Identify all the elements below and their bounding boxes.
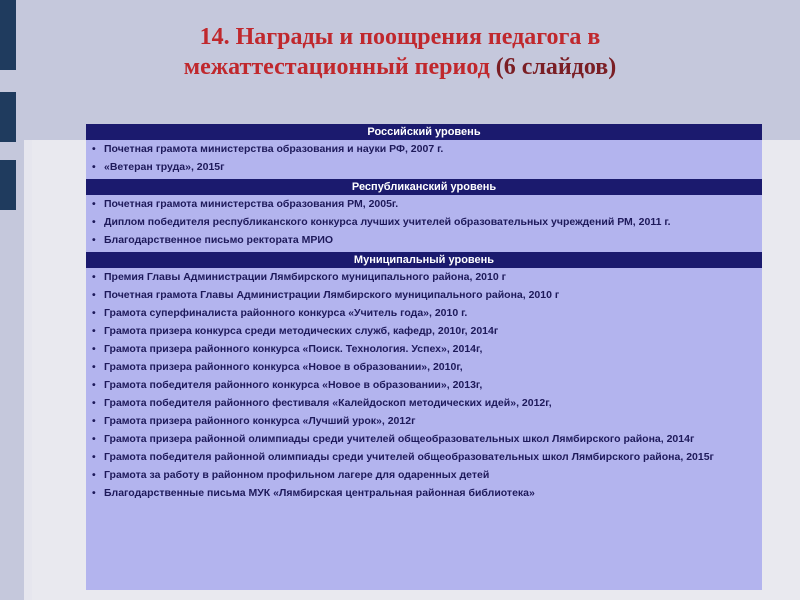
- list-item-text: Почетная грамота министерства образования и науки РФ, 2007 г.: [104, 143, 444, 155]
- section-body-municipal: [86, 268, 762, 505]
- awards-table: [86, 124, 762, 590]
- list-item-text: Диплом победителя республиканского конкурса лучших учителей образовательных учреждений РМ, 2011 г.: [104, 216, 671, 228]
- list-item-text: Благодарственное письмо ректората МРИО: [104, 234, 334, 246]
- bullet-icon: •: [92, 289, 96, 301]
- list-item: [92, 360, 756, 374]
- list-item-text: Почетная грамота Главы Администрации Лямбирского муниципального района, 2010 г: [104, 289, 560, 301]
- bullet-icon: •: [92, 361, 96, 373]
- list-item: [92, 306, 756, 320]
- list-item: [92, 486, 756, 500]
- list-item-text: Грамота победителя районной олимпиады среди учителей общеобразовательных школ Лямбирского района, 2015г: [104, 451, 714, 463]
- list-item: [92, 142, 756, 156]
- list-item: [92, 414, 756, 428]
- section-header-russian: Российский уровень: [86, 124, 762, 140]
- bullet-icon: •: [92, 487, 96, 499]
- list-item-text: Грамота за работу в районном профильном лагере для одаренных детей: [104, 469, 490, 481]
- list-item: [92, 324, 756, 338]
- list-item-text: Премия Главы Администрации Лямбирского муниципального района, 2010 г: [104, 271, 506, 283]
- title-line-1: 14. Награды и поощрения педагога в: [199, 24, 601, 50]
- list-item-text: Грамота призера районной олимпиады среди учителей общеобразовательных школ Лямбирского района, 2014г: [104, 433, 695, 445]
- title-line-2: [0, 52, 800, 82]
- decor-bar: [0, 160, 16, 210]
- list-item: [92, 378, 756, 392]
- bullet-icon: •: [92, 307, 96, 319]
- list-item: [92, 396, 756, 410]
- list-item: [92, 288, 756, 302]
- list-item-text: Почетная грамота министерства образования РМ, 2005г.: [104, 198, 399, 210]
- section-body-russian: [86, 140, 762, 179]
- list-item-text: Грамота призера районного конкурса «Лучший урок», 2012г: [104, 415, 416, 427]
- bullet-icon: •: [92, 379, 96, 391]
- bullet-icon: •: [92, 397, 96, 409]
- title-line-2-suffix: (6 слайдов): [489, 54, 617, 80]
- section-body-republican: [86, 195, 762, 252]
- list-item: [92, 197, 756, 211]
- bullet-icon: •: [92, 469, 96, 481]
- bullet-icon: •: [92, 433, 96, 445]
- bullet-icon: •: [92, 343, 96, 355]
- title-line-2-main: межаттестационный период: [183, 54, 490, 80]
- list-item-text: Грамота победителя районного конкурса «Новое в образовании», 2013г,: [104, 379, 483, 391]
- list-item-text: Грамота призера районного конкурса «Новое в образовании», 2010г,: [104, 361, 463, 373]
- list-item-text: «Ветеран труда», 2015г: [104, 161, 225, 173]
- bullet-icon: •: [92, 143, 96, 155]
- list-item: [92, 160, 756, 174]
- bullet-icon: •: [92, 161, 96, 173]
- bullet-icon: •: [92, 415, 96, 427]
- list-item: [92, 432, 756, 446]
- list-item-text: Благодарственные письма МУК «Лямбирская центральная районная библиотека»: [104, 487, 535, 499]
- list-item: [92, 342, 756, 356]
- slide-title: [0, 22, 800, 82]
- list-item-text: Грамота призера районного конкурса «Поиск. Технология. Успех», 2014г,: [104, 343, 483, 355]
- list-item: [92, 215, 756, 229]
- list-item-text: Грамота суперфиналиста районного конкурса «Учитель года», 2010 г.: [104, 307, 468, 319]
- list-item: [92, 233, 756, 247]
- section-header-republican: Республиканский уровень: [86, 179, 762, 195]
- bullet-icon: •: [92, 271, 96, 283]
- list-item-text: Грамота победителя районного фестиваля «Калейдоскоп методических идей», 2012г,: [104, 397, 552, 409]
- bullet-icon: •: [92, 325, 96, 337]
- bullet-icon: •: [92, 198, 96, 210]
- section-header-municipal: Муниципальный уровень: [86, 252, 762, 268]
- bullet-icon: •: [92, 451, 96, 463]
- list-item: [92, 270, 756, 284]
- bullet-icon: •: [92, 216, 96, 228]
- decor-bar: [0, 92, 16, 142]
- left-decor-bars: [0, 0, 16, 600]
- list-item-text: Грамота призера конкурса среди методических служб, кафедр, 2010г, 2014г: [104, 325, 499, 337]
- list-item: [92, 450, 756, 464]
- bullet-icon: •: [92, 234, 96, 246]
- list-item: [92, 468, 756, 482]
